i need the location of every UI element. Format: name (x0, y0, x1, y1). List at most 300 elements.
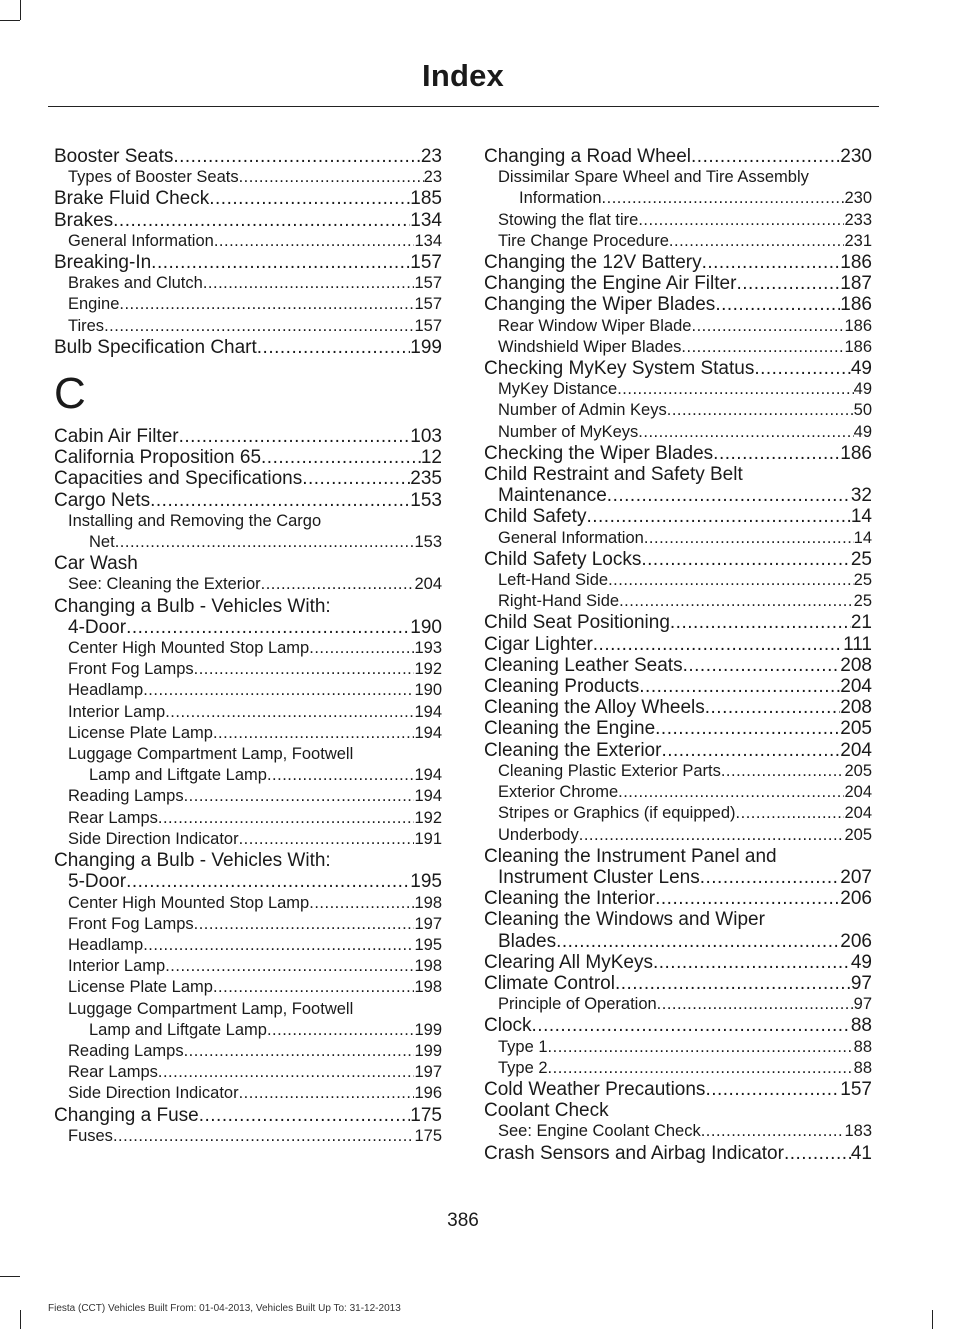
index-entry-line (54, 294, 442, 315)
dot-leader (113, 1126, 415, 1147)
index-entry (54, 167, 442, 188)
dot-leader (143, 680, 414, 701)
index-page-ref: 97 (853, 995, 872, 1014)
index-entry-text: Child Seat Positioning (484, 612, 670, 634)
index-entry-line (484, 612, 872, 633)
index-entry-line (484, 634, 872, 655)
dot-leader (736, 803, 845, 824)
index-entry-text: General Information (68, 231, 214, 250)
index-entry-line (484, 591, 872, 612)
index-entry (484, 655, 872, 676)
dot-leader (126, 871, 410, 892)
index-page-ref: 197 (414, 914, 442, 933)
index-entry-text: Reading Lamps (68, 1041, 184, 1060)
index-entry-line (54, 1083, 442, 1104)
index-page-ref: 198 (414, 978, 442, 997)
index-entry-text: Checking MyKey System Status (484, 358, 755, 380)
index-entry-text: Brake Fluid Check (54, 188, 210, 210)
index-entry-text: Engine (68, 295, 120, 314)
index-page-ref: 153 (410, 489, 442, 511)
dot-leader (638, 210, 844, 231)
dot-leader (184, 786, 415, 807)
dot-leader (548, 1058, 854, 1079)
index-page-ref: 183 (844, 1122, 872, 1141)
dot-leader (736, 273, 840, 294)
dot-leader (669, 231, 845, 252)
index-page-ref: 205 (844, 825, 872, 844)
dot-leader (615, 973, 851, 994)
index-entry (484, 973, 872, 994)
dot-leader (239, 1083, 415, 1104)
index-entry (484, 528, 872, 549)
index-entry-text: Types of Booster Seats (68, 168, 239, 187)
index-entry (54, 786, 442, 807)
dot-leader (705, 1079, 840, 1100)
index-page-ref: 88 (853, 1058, 872, 1077)
index-entry-text: Cabin Air Filter (54, 426, 179, 448)
dot-leader (701, 1121, 845, 1142)
index-page-ref: 230 (840, 146, 872, 167)
index-page-ref: 103 (410, 426, 442, 448)
index-entry-text: Coolant Check (484, 1100, 609, 1122)
index-page-ref: 195 (414, 935, 442, 954)
index-entry-text: Rear Window Wiper Blade (498, 316, 692, 335)
index-entry (484, 358, 872, 379)
index-entry-line (484, 973, 872, 994)
index-entry-line (54, 490, 442, 511)
index-entry (54, 468, 442, 489)
dot-leader (261, 447, 421, 468)
dot-leader (267, 1020, 415, 1041)
index-page-ref: 14 (853, 528, 872, 547)
index-entry-text: Stripes or Graphics (if equipped) (498, 804, 736, 823)
index-entry-text: Capacities and Specifications (54, 468, 303, 490)
index-entry (54, 850, 442, 892)
index-entry-continuation: Lamp and Liftgate Lamp (89, 1020, 267, 1039)
index-entry (484, 252, 872, 273)
dot-leader (151, 252, 410, 273)
index-entry-continuation: Blades (498, 930, 557, 952)
index-page-ref: 21 (850, 612, 872, 634)
index-entry (54, 659, 442, 680)
index-entry-text: Checking the Wiper Blades (484, 442, 714, 464)
index-page-ref: 193 (414, 639, 442, 658)
dot-leader (702, 252, 841, 273)
index-entry-line (484, 782, 872, 803)
dot-leader (213, 723, 415, 744)
dot-leader (754, 358, 851, 379)
dot-leader (556, 931, 840, 952)
dot-leader (705, 697, 841, 718)
index-entry-line (484, 1143, 872, 1164)
index-entry (54, 829, 442, 850)
index-page-ref: 111 (843, 633, 872, 655)
index-entry (484, 825, 872, 846)
index-page-ref: 157 (414, 295, 442, 314)
dot-leader (309, 638, 414, 659)
index-page-ref: 208 (840, 654, 872, 676)
index-page-ref: 199 (414, 1020, 442, 1039)
index-entry-text: Crash Sensors and Airbag Indicator (484, 1142, 784, 1164)
index-entry-text: Changing the Engine Air Filter (484, 273, 737, 295)
index-entry-text: Interior Lamp (68, 702, 166, 721)
index-entry (484, 337, 872, 358)
dot-leader (784, 1143, 851, 1164)
index-entry-text: See: Engine Coolant Check (498, 1122, 701, 1141)
index-page-ref: 88 (850, 1015, 872, 1037)
index-entry-line (54, 468, 442, 489)
dot-leader (602, 188, 845, 209)
index-entry (54, 1041, 442, 1062)
index-entry-text: MyKey Distance (498, 380, 618, 399)
index-entry-line (54, 659, 442, 680)
dot-leader (691, 146, 840, 167)
dot-leader (143, 935, 414, 956)
index-page-ref: 192 (414, 660, 442, 679)
index-entry-line (54, 808, 442, 829)
index-page-ref: 187 (840, 273, 872, 295)
index-page-ref: 199 (410, 336, 442, 358)
index-entry-line (54, 871, 442, 892)
dot-leader (179, 426, 411, 447)
dot-leader (194, 914, 415, 935)
index-entry (484, 846, 872, 888)
index-entry-line (54, 316, 442, 337)
dot-leader (165, 956, 414, 977)
index-entry (484, 231, 872, 252)
index-entry-line (484, 210, 872, 231)
index-page-ref: 196 (414, 1084, 442, 1103)
index-entry-text: Luggage Compartment Lamp, Footwell (68, 745, 354, 764)
index-page-ref: 206 (840, 888, 872, 910)
index-entry-line (54, 893, 442, 914)
index-entry-text: Front Fog Lamps (68, 660, 194, 679)
index-page-ref: 198 (414, 957, 442, 976)
index-entry (484, 210, 872, 231)
index-entry (54, 210, 442, 231)
index-entry (484, 1143, 872, 1164)
index-entry-text: Installing and Removing the Cargo (68, 511, 322, 530)
index-entry-text: Reading Lamps (68, 787, 184, 806)
index-page-ref: 186 (840, 294, 872, 316)
index-entry (54, 702, 442, 723)
index-entry (484, 909, 872, 951)
dot-leader (586, 506, 850, 527)
index-column-right (484, 146, 872, 1164)
index-entry-line (484, 231, 872, 252)
index-entry-text: California Proposition 65 (54, 447, 262, 469)
index-entry-line (54, 426, 442, 447)
index-entry-text: Type 2 (498, 1058, 548, 1077)
index-page-ref: 23 (423, 168, 442, 187)
index-entry-line (54, 532, 442, 553)
dot-leader (194, 659, 415, 680)
index-entry (54, 935, 442, 956)
index-page-ref: 175 (410, 1104, 442, 1126)
footer-text: Fiesta (CCT) Vehicles Built From: 01-04-2013, Vehicles Built Up To: 31-12-2013 (48, 1303, 401, 1314)
dot-leader (639, 676, 840, 697)
index-entry (54, 808, 442, 829)
index-entry-text: Cleaning the Exterior (484, 739, 662, 761)
index-page-ref: 230 (844, 189, 872, 208)
dot-leader (700, 867, 841, 888)
index-entry-text: Center High Mounted Stop Lamp (68, 893, 310, 912)
index-entry (484, 1015, 872, 1036)
index-entry-line (484, 528, 872, 549)
dot-leader (158, 1062, 415, 1083)
crop-mark (0, 20, 20, 21)
index-entry (484, 316, 872, 337)
dot-leader (302, 468, 410, 489)
dot-leader (619, 591, 854, 612)
index-entry-text: Cold Weather Precautions (484, 1078, 706, 1100)
index-entry (54, 273, 442, 294)
dot-leader (239, 167, 424, 188)
index-entry-line (54, 252, 442, 273)
index-entry-text: Child Restraint and Safety Belt (484, 464, 743, 486)
index-entry-line (484, 316, 872, 337)
index-entry-line (54, 786, 442, 807)
index-page-ref: 157 (414, 316, 442, 335)
index-entry-text: Interior Lamp (68, 957, 166, 976)
index-entry-line (54, 723, 442, 744)
index-entry-text: Bulb Specification Chart (54, 336, 257, 358)
dot-leader (213, 977, 415, 998)
index-page-ref: 190 (410, 616, 442, 638)
index-entry (54, 316, 442, 337)
index-entry (484, 591, 872, 612)
index-page-ref: 186 (844, 316, 872, 335)
index-entry (54, 1062, 442, 1083)
index-entry-text: Underbody (498, 825, 579, 844)
index-entry (484, 1037, 872, 1058)
index-entry (484, 803, 872, 824)
index-entry-line (484, 337, 872, 358)
index-entry-line (484, 146, 872, 167)
index-page-ref: 207 (840, 866, 872, 888)
index-entry-text: Number of MyKeys (498, 422, 639, 441)
index-entry-line (484, 1037, 872, 1058)
index-column-left (54, 146, 442, 1147)
index-entry-text: Changing a Road Wheel (484, 146, 692, 167)
dot-leader (199, 1105, 411, 1126)
index-entry-text: Cargo Nets (54, 489, 151, 511)
index-entry-text: Type 1 (498, 1037, 548, 1056)
index-entry (484, 464, 872, 506)
index-page-ref: 204 (844, 804, 872, 823)
crop-mark (20, 0, 21, 20)
index-entry-text: Headlamp (68, 681, 144, 700)
dot-leader (267, 765, 415, 786)
index-entry-text: Changing the Wiper Blades (484, 294, 716, 316)
index-entry-text: Clearing All MyKeys (484, 951, 653, 973)
index-entry-continuation: Instrument Cluster Lens (498, 866, 700, 888)
index-entry (484, 994, 872, 1015)
index-entry-text: Side Direction Indicator (68, 1084, 239, 1103)
dot-leader (579, 825, 845, 846)
index-entry-line (484, 1100, 872, 1121)
index-entry-text: Cleaning the Engine (484, 718, 656, 740)
index-entry (484, 167, 872, 209)
index-entry (54, 188, 442, 209)
index-page-ref: 157 (414, 274, 442, 293)
index-entry-line (54, 188, 442, 209)
index-entry-line (484, 1015, 872, 1036)
index-page-ref: 32 (850, 485, 872, 507)
index-page-ref: 231 (844, 231, 872, 250)
index-entry-line (484, 506, 872, 527)
index-entry-text: Exterior Chrome (498, 783, 619, 802)
index-entry (54, 511, 442, 553)
index-entry (484, 379, 872, 400)
dot-leader (681, 337, 844, 358)
index-entry-line (484, 931, 872, 952)
index-entry (54, 574, 442, 595)
index-page-ref: 185 (410, 188, 442, 210)
index-entry-text: Fuses (68, 1126, 113, 1145)
index-entry-line (54, 210, 442, 231)
index-entry-line (54, 829, 442, 850)
index-page-ref: 204 (840, 676, 872, 698)
dot-leader (655, 888, 840, 909)
index-entry-text: Clock (484, 1015, 532, 1037)
index-entry-text: Front Fog Lamps (68, 914, 194, 933)
index-page-ref: 194 (414, 787, 442, 806)
index-entry-line (54, 447, 442, 468)
index-page-ref: 157 (840, 1078, 872, 1100)
dot-leader (150, 490, 410, 511)
index-entry (54, 893, 442, 914)
index-entry-line (54, 977, 442, 998)
index-entry-line (484, 1121, 872, 1142)
index-entry (484, 634, 872, 655)
crop-mark (932, 1310, 933, 1329)
index-page-ref: 204 (840, 739, 872, 761)
index-entry-line (54, 1020, 442, 1041)
index-page-ref: 14 (850, 506, 872, 528)
index-entry-line (484, 952, 872, 973)
index-entry-line (484, 379, 872, 400)
index-entry-text: Booster Seats (54, 146, 174, 167)
index-entry-line (484, 273, 872, 294)
index-entry (484, 782, 872, 803)
index-entry-line (484, 252, 872, 273)
page-title: Index (422, 58, 504, 93)
index-entry-text: Cleaning the Alloy Wheels (484, 697, 705, 719)
index-entry (484, 1121, 872, 1142)
index-entry-text: Breaking-In (54, 252, 152, 274)
index-entry-text: Stowing the flat tire (498, 210, 639, 229)
dot-leader (683, 655, 841, 676)
index-entry-text: Rear Lamps (68, 1063, 158, 1082)
index-page-ref: 49 (853, 422, 872, 441)
dot-leader (644, 528, 854, 549)
index-entry (54, 999, 442, 1041)
index-entry-line (484, 888, 872, 909)
index-entry-line (54, 231, 442, 252)
index-entry-text: Principle of Operation (498, 995, 657, 1014)
index-entry (484, 676, 872, 697)
index-page-ref: 233 (844, 210, 872, 229)
index-page-ref: 194 (414, 702, 442, 721)
index-entry (484, 506, 872, 527)
index-entry (54, 1105, 442, 1126)
index-entry (54, 914, 442, 935)
index-entry-text: Changing the 12V Battery (484, 252, 702, 274)
index-entry-text: Climate Control (484, 972, 615, 994)
index-entry-line (54, 765, 442, 786)
index-entry-continuation: Information (519, 189, 602, 208)
index-entry-line (484, 994, 872, 1015)
index-entry-line (484, 718, 872, 739)
index-entry-text: Brakes and Clutch (68, 274, 203, 293)
index-entry-line (484, 485, 872, 506)
index-entry-text: Car Wash (54, 553, 138, 575)
index-entry-line (54, 1105, 442, 1126)
dot-leader (713, 443, 840, 464)
index-entry-text: License Plate Lamp (68, 978, 213, 997)
page-number: 386 (447, 1210, 479, 1231)
index-page-ref: 195 (410, 871, 442, 893)
dot-leader (721, 761, 845, 782)
index-entry (484, 549, 872, 570)
index-entry (54, 596, 442, 638)
index-entry-line (484, 1079, 872, 1100)
dot-leader (158, 808, 415, 829)
index-entry-line (54, 273, 442, 294)
index-entry (54, 337, 442, 358)
index-entry (54, 146, 442, 167)
index-page-ref: 134 (414, 231, 442, 250)
index-entry (54, 638, 442, 659)
dot-leader (239, 829, 415, 850)
index-entry-line (54, 617, 442, 638)
index-entry-text: Dissimilar Spare Wheel and Tire Assembly (498, 168, 809, 187)
index-entry-text: Right-Hand Side (498, 592, 620, 611)
index-page-ref: 204 (414, 575, 442, 594)
index-entry-line (54, 1041, 442, 1062)
dot-leader (115, 532, 415, 553)
dot-leader (653, 952, 851, 973)
index-entry-text: Changing a Bulb - Vehicles With: (54, 595, 331, 617)
index-entry-line (54, 553, 442, 574)
index-entry (54, 231, 442, 252)
dot-leader (113, 210, 410, 231)
index-page-ref: 23 (420, 146, 442, 167)
dot-leader (638, 422, 853, 443)
index-entry-continuation: Maintenance (498, 485, 607, 507)
index-page-ref: 192 (414, 808, 442, 827)
index-entry (484, 146, 872, 167)
index-entry-line (484, 422, 872, 443)
index-page-ref: 194 (414, 766, 442, 785)
index-entry-line (54, 574, 442, 595)
dot-leader (214, 231, 415, 252)
dot-leader (104, 316, 414, 337)
dot-leader (532, 1015, 851, 1036)
index-entry (54, 553, 442, 574)
index-entry-line (484, 655, 872, 676)
index-entry-text: Cleaning Products (484, 676, 640, 698)
index-entry (54, 744, 442, 786)
index-entry-line (484, 400, 872, 421)
index-entry (484, 761, 872, 782)
index-entry-line (54, 956, 442, 977)
dot-leader (165, 702, 414, 723)
index-entry-line (484, 443, 872, 464)
index-entry-line (54, 914, 442, 935)
dot-leader (667, 400, 854, 421)
